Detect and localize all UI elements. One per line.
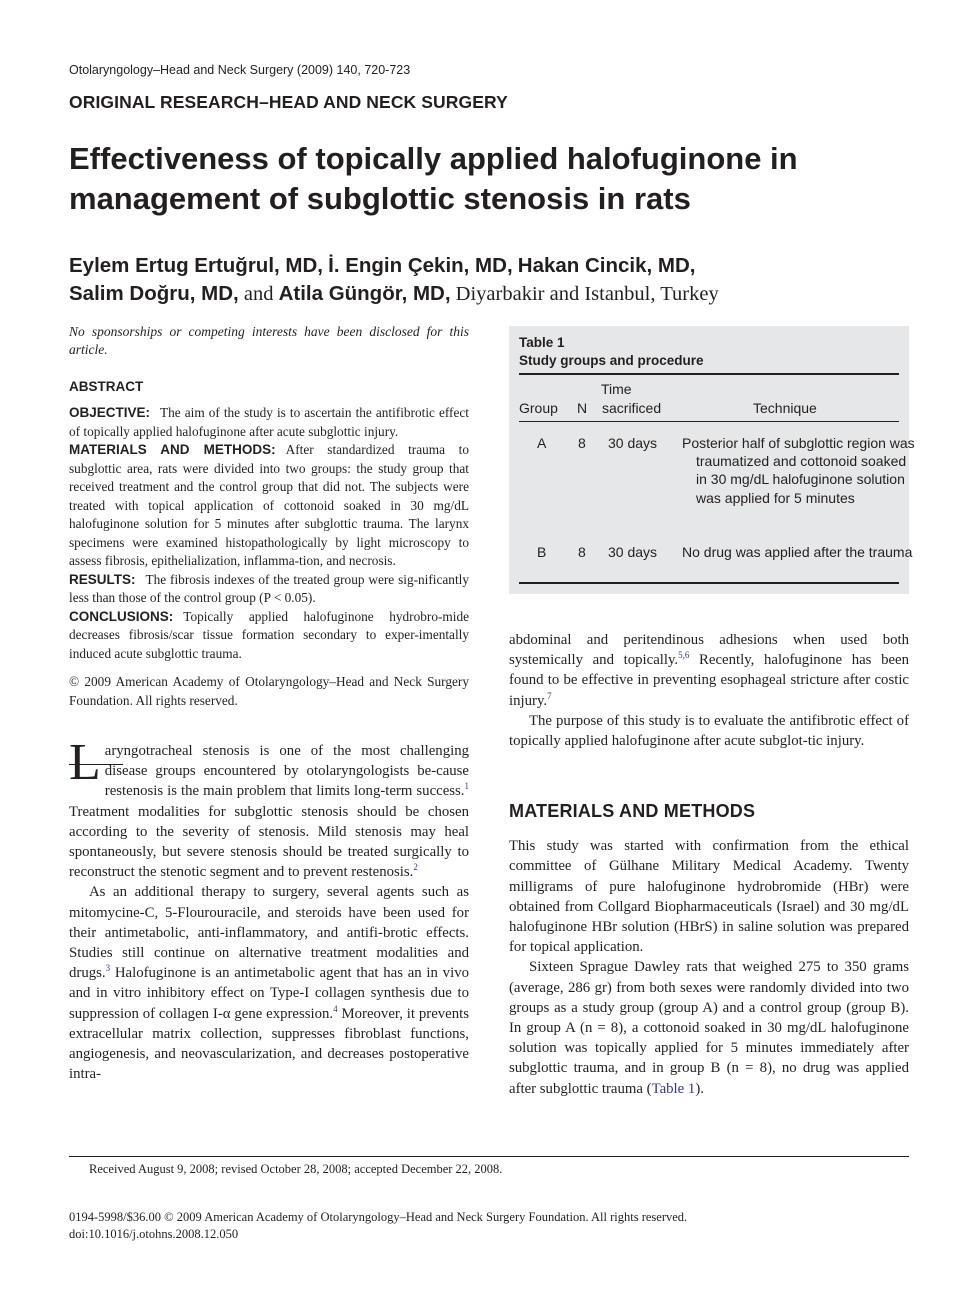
journal-citation: Otolaryngology–Head and Neck Surgery (2009) 140, 720-723 <box>69 63 411 77</box>
doi-link[interactable]: doi:10.1016/j.otohns.2008.12.050 <box>69 1227 239 1241</box>
table-header-n: N <box>577 400 588 416</box>
table-cell-time: 30 days <box>608 435 658 451</box>
abstract-text: The fibrosis indexes of the treated group were sig-nificantly less than those of the control group (P < 0.05). <box>69 571 469 605</box>
table-label: Table 1 <box>519 335 565 350</box>
author-conjunction: and <box>243 283 274 305</box>
abstract-copyright: © 2009 American Academy of Otolaryngology–Head and Neck Surgery Foundation. All rights reserved. <box>69 674 469 708</box>
citation-link[interactable]: 2 <box>413 862 418 873</box>
abstract-objective <box>69 404 469 441</box>
author-name[interactable]: Hakan Cincik, MD, <box>517 254 696 277</box>
author-name[interactable]: Atila Güngör, MD, <box>278 282 451 305</box>
table-cell-group: A <box>537 435 547 451</box>
table-rule <box>519 421 899 422</box>
abstract-methods <box>69 441 469 571</box>
abstract-heading: ABSTRACT <box>69 379 144 394</box>
intro-paragraph <box>509 630 909 711</box>
methods-heading: MATERIALS AND METHODS <box>509 801 756 822</box>
abstract-text: After standardized trauma to subglottic area, rats were divided into two groups: the study group that received treatment and the control group that did not. The subjects were treated with topical application of cottonoid soaked in 30 mg/dL halofuginone solution for 5 minutes after subglottic trauma. The larynx specimens were examined histopathologically by light microscopy to assess fibrosis, epithelialization, inflamma-tion, and necrosis. <box>69 442 469 568</box>
table-header-time: Time <box>601 381 632 397</box>
methods-text: Sixteen Sprague Dawley rats that weighed 275 to 350 grams (average, 286 gr) from both sexes were randomly divided into two groups as a study group (group A) and a control group (group B). In group A (n = 8), a cottonoid soaked in 30 mg/dL halofuginone solution was topically applied for 5 minutes immediately after subglottic trauma, and in group B (n = 8), no drug was applied after subglottic trauma ( <box>509 959 909 1097</box>
table-1 <box>509 326 915 594</box>
author-list <box>69 252 929 308</box>
table-cell-n: 8 <box>578 544 586 560</box>
intro-text: Treatment modalities for subglottic stenosis should be chosen according to the severity of stenosis. Mild stenosis may heal spontaneously, but severe stenosis should be treated surgically to reconstruct the stenotic segment and to prevent restenosis. <box>69 803 469 881</box>
methods-paragraph: This study was started with confirmation from the ethical committee of Gülhane Military Medical Academy. Twenty milligrams of pure halofuginone hydrobromide (HBr) were obtained from Collgard Biopharmaceuticals (Israel) and 30 mg/dL halofuginone HBr solution (HBrS) in saline solution was prepared for topical application. <box>509 838 909 956</box>
abstract-label: RESULTS: <box>69 571 136 587</box>
divider <box>69 764 123 765</box>
intro-paragraph <box>69 882 469 1084</box>
abstract-results <box>69 571 469 608</box>
table-caption <box>519 334 704 370</box>
citation-link[interactable]: 7 <box>547 690 552 701</box>
intro-text: abdominal and peritendinous adhesions when used both systemically and topically. <box>509 632 909 669</box>
intro-text: aryngotracheal stenosis is one of the most challenging disease groups encountered by otolaryngologists be-cause restenosis is the main problem that limits long-term success. <box>104 743 469 800</box>
article-title: Effectiveness of topically applied halofuginone in management of subglottic stenosis in rats <box>69 141 798 216</box>
intro-text: Halofuginone is an antimetabolic agent that has an in vivo and in vitro inhibitory effect on Type-I collagen synthesis due to suppression of collagen I-α gene expression. <box>69 965 469 1022</box>
table-cell-technique: Posterior half of subglottic region was traumatized and cottonoid soaked in 30 mg/dL halofuginone solution was applied for 5 minutes <box>682 435 915 506</box>
intro-text: As an additional therapy to surgery, several agents such as mitomycine-C, 5-Flourouracile, and steroids have been used for their antimetabolic, anti-inflammatory, and antifi-brotic effects. Studies still continue on alternative treatment modalities and drugs. <box>69 884 469 982</box>
intro-text: Recently, halofuginone has been found to be effective in preventing esophageal stricture after costic injury. <box>509 652 910 709</box>
table-header-group: Group <box>519 400 558 416</box>
abstract-text: Topically applied halofuginone hydrobro-mide decreases fibrosis/scar tissue formation secondary to exper-imentally induced acute subglottic trauma. <box>69 608 469 661</box>
intro-paragraph: The purpose of this study is to evaluate the antifibrotic effect of topically applied halofuginone after acute subglot-tic injury. <box>509 712 909 750</box>
author-name[interactable]: Salim Doğru, MD, <box>69 282 239 305</box>
abstract-label: MATERIALS AND METHODS: <box>69 442 276 457</box>
table-rule <box>519 373 899 375</box>
footer-divider <box>69 1156 909 1157</box>
methods-paragraph <box>509 957 909 1098</box>
citation-link[interactable]: 1 <box>464 781 469 792</box>
right-column <box>509 630 909 1099</box>
author-name[interactable]: İ. Engin Çekin, MD, <box>328 254 513 277</box>
left-column <box>69 323 469 1084</box>
citation-link[interactable]: 4 <box>333 1003 338 1014</box>
abstract-text: The aim of the study is to ascertain the antifibrotic effect of topically applied halofuginone after acute subglottic injury. <box>69 405 469 439</box>
table-cell-group: B <box>537 544 547 560</box>
received-dates: Received August 9, 2008; revised October 28, 2008; accepted December 22, 2008. <box>89 1162 503 1176</box>
section-heading: ORIGINAL RESEARCH–HEAD AND NECK SURGERY <box>69 92 508 112</box>
table-link[interactable]: Table 1 <box>651 1080 696 1097</box>
disclosure-note: No sponsorships or competing interests have been disclosed for this article. <box>69 324 469 357</box>
table-title: Study groups and procedure <box>519 353 704 368</box>
author-location: Diyarbakir and Istanbul, Turkey <box>455 283 719 305</box>
author-name[interactable]: Eylem Ertug Ertuğrul, MD, <box>69 254 323 277</box>
intro-text: Moreover, it prevents extracellular matrix collection, suppresses fibroblast functions, angiogenesis, and neovascularization, and decreases postoperative intra- <box>69 1005 469 1083</box>
table-header-time: sacrificed <box>602 400 662 416</box>
table-cell-time: 30 days <box>608 544 658 560</box>
abstract-conclusions <box>69 608 469 664</box>
intro-paragraph <box>69 734 469 882</box>
citation-link[interactable]: 5,6 <box>678 650 690 661</box>
table-cell-technique: No drug was applied after the trauma <box>682 544 913 560</box>
table-header-technique: Technique <box>753 400 817 416</box>
table-rule <box>519 582 899 584</box>
table-cell-n: 8 <box>578 435 586 451</box>
issn-copyright: 0194-5998/$36.00 © 2009 American Academy of Otolaryngology–Head and Neck Surgery Foundation. All rights reserved. <box>69 1210 688 1224</box>
drop-cap: L <box>69 734 101 791</box>
methods-text: ). <box>695 1080 704 1097</box>
abstract-label: OBJECTIVE: <box>69 405 151 420</box>
abstract-label: CONCLUSIONS: <box>69 608 174 624</box>
citation-link[interactable]: 3 <box>105 963 111 974</box>
